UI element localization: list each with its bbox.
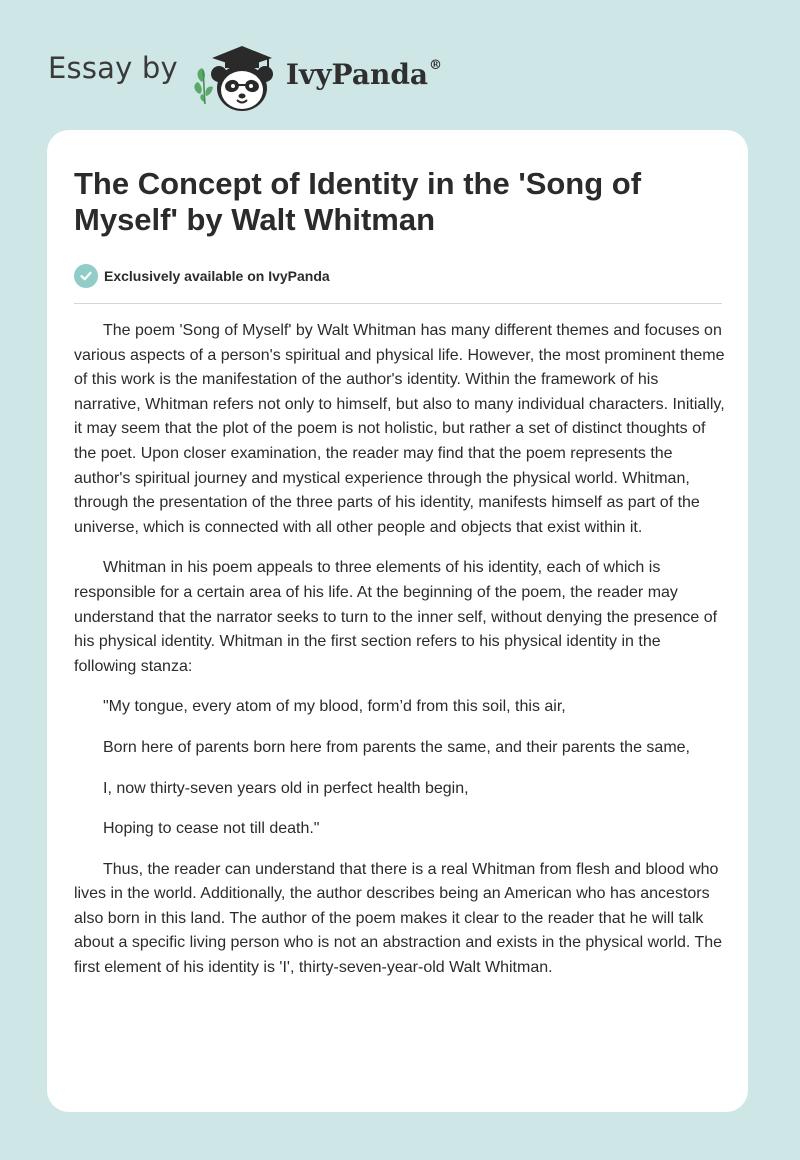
quote-line: Born here of parents born here from parents the same, and their parents the same, [103, 738, 690, 756]
paragraph-conclusion: Thus, the reader can understand that there is a real Whitman from flesh and blood who lives in the world. Additionally, the author describes being an American who has ancestors also born in this land. The author of the poem makes it clear to the reader that he will talk about a specific living person who is not an abstraction and exists in the physical world. The first element of his identity is 'I', thirty-seven-year-old Walt Whitman. [74, 860, 723, 977]
registered-mark: ® [429, 58, 443, 74]
ivy-leaf-icon [194, 68, 213, 104]
quote-line: Hoping to cease not till death." [103, 820, 320, 838]
brand-text: IvyPanda [285, 57, 429, 91]
title-divider [74, 303, 722, 304]
paragraph-intro: The poem 'Song of Myself' by Walt Whitman has many different themes and focuses on various aspects of a person's spiritual and physical life. However, the most prominent theme of this work is the manifestation of the author's identity. Within the framework of his narrative, Whitman refers not only to himself, but also to many individual characters. Initially, it may seem that the plot of the poem is not holistic, but rather a set of distinct thoughts of the poet. Upon closer examination, the reader may find that the poem represents the author's spiritual journey and mystical experience through the physical world. Whitman, through the presentation of the three parts of his identity, manifests himself as part of the universe, which is connected with all other people and objects that exist within it. [74, 322, 725, 536]
site-header [48, 36, 442, 116]
exclusive-badge [74, 264, 330, 288]
paragraph-elements: Whitman in his poem appeals to three elements of his identity, each of which is responsible for a certain area of his life. At the beginning of the poem, the reader may understand that the narrator seeks to turn to the inner self, without denying the presence of his physical identity. Whitman in the first section refers to his physical identity in the following stanza: [74, 559, 718, 675]
essay-card [47, 130, 748, 1112]
quote-line: I, now thirty-seven years old in perfect health begin, [103, 779, 469, 797]
essay-title: The Concept of Identity in the 'Song of Myself' by Walt Whitman [74, 166, 642, 237]
brand-name[interactable] [286, 58, 442, 91]
exclusive-badge-label: Exclusively available on IvyPanda [104, 268, 330, 284]
panda-graduate-logo-icon[interactable] [192, 36, 284, 116]
checkmark-icon [74, 264, 98, 288]
quote-line: "My tongue, every atom of my blood, form’d from this soil, this air, [103, 698, 566, 716]
essay-body [74, 319, 726, 997]
essay-by-label: Essay by [48, 51, 178, 85]
